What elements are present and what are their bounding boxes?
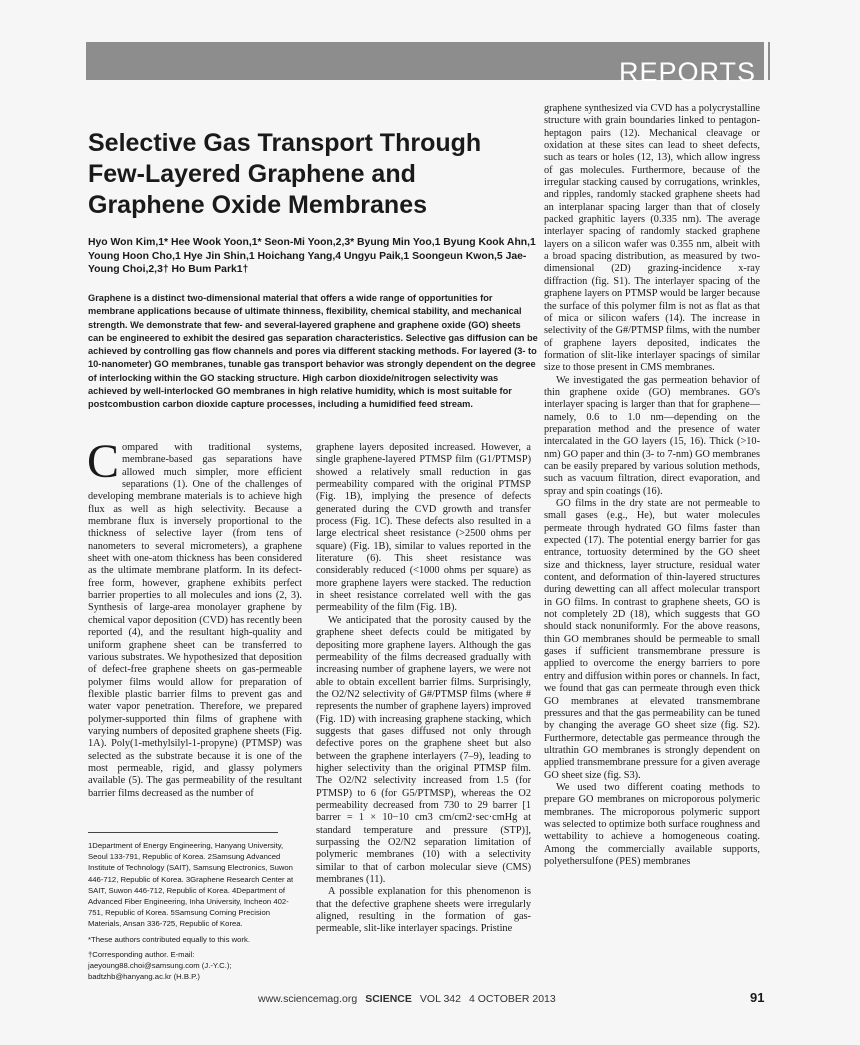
- body-paragraph: GO films in the dry state are not permeable to small gases (e.g., He), but water molecules permeate through hydrated GO films faster than expected (17). The potential energy barrier for gas entrance, tortuosity determined by the GO sheet size and thickness, layer structure, residual water content, and deformation of thin-layered structures during dewetting can all affect molecular transport in GO films. In contrast to graphene sheets, GO is not completely 2D (18), which suggests that GO should stack nonuniformly. For the above reasons, thin GO membranes should be permeable to small gases if sufficient transmembrane pressure is applied to overcome the energy barriers to pore entry and diffusion within pores or channels. In fact, we found that gas can permeate through even thick GO membranes at elevated transmembrane pressures and that the gas permeability can be tuned by changing the average GO sheet size (fig. S2). Furthermore, detectable gas permeance through the ultrathin GO membranes is strongly dependent on applied transmembrane pressure for a given average GO sheet size (fig. S3).: [544, 498, 760, 781]
- page-number: 91: [750, 990, 765, 1005]
- body-column-1: [87, 435, 302, 800]
- body-paragraph: We used two different coating methods to prepare GO membranes on microporous polymeric membranes. The microporous polymeric support was selected to optimize both surface roughness and wettability to achieve a homogeneous coating. Among the commercially available supports, polyethersulfone (PES) membranes: [544, 781, 760, 867]
- journal-url: www.sciencemag.org: [258, 993, 358, 1005]
- body-paragraph: We investigated the gas permeation behavior of thin graphene oxide (GO) membranes. GO's interlayer spacing is larger than that for graphene—namely, 0.6 to 1.0 nm—depending on the preparation method and the presence of water intercalated in the GO layers (15, 16). Thick (>10-nm) GO paper and thin (3- to 7-nm) GO membranes can be easily prepared by various solution methods, such as vacuum filtration, direct evaporation, and spray and spin coatings (16).: [544, 374, 760, 497]
- journal-name: SCIENCE: [365, 993, 412, 1005]
- section-banner: [86, 42, 764, 87]
- body-paragraph: A possible explanation for this phenomenon is that the defective graphene sheets were irregularly aligned, resulting in the formation of gas-permeable, slit-like interlayer spacings. Pristine: [316, 886, 531, 935]
- affiliations: 1Department of Energy Engineering, Hanyang University, Seoul 133-791, Republic of Korea. 2Samsung Advanced Institute of Technology (SAIT), Samsung Electronics, Suwon 446-712, Republic of Korea. 3Graphene Research Center at SAIT, Suwon 446-712, Republic of Korea. 4Department of Advanced Fiber Engineering, Inha University, Incheon 402-751, Republic of Korea. 5Samsung Corning Precision Materials, Ansan 336-725, Republic of Korea.: [88, 841, 294, 929]
- body-column-3: [544, 103, 760, 868]
- corresponding-author-note: †Corresponding author. E-mail: jaeyoung88.choi@samsung.com (J.-Y.C.); badtzhb@hanyang.ac.kr (H.B.P.): [88, 949, 232, 982]
- page-footer: [258, 993, 556, 1005]
- footnotes: [88, 840, 303, 982]
- equal-contribution-note: *These authors contributed equally to this work.: [88, 934, 250, 944]
- author-list: Hyo Won Kim,1* Hee Wook Yoon,1* Seon-Mi Yoon,2,3* Byung Min Yoo,1 Byung Kook Ahn,1 Young Hoon Cho,1 Hye Jin Shin,1 Hoichang Yang,4 Ungyu Paik,1 Soongeun Kwon,5 Jae-Young Choi,2,3† Ho Bum Park1†: [88, 237, 536, 275]
- article-title: Selective Gas Transport Through Few-Layered Graphene and Graphene Oxide Membranes: [88, 129, 482, 219]
- abstract: Graphene is a distinct two-dimensional material that offers a wide range of opportunities for membrane applications because of ultimate thinness, flexibility, chemical stability, and mechanical strength. We demonstrate that few- and several-layered graphene and graphene oxide (GO) sheets can be engineered to exhibit the desired gas separation characteristics. Selective gas diffusion can be achieved by controlling gas flow channels and pores via different stacking methods. For layered (3- to 10-nanometer) GO membranes, tunable gas transport behavior was strongly dependent on the degree of interlocking within the GO stacking structure. High carbon dioxide/nitrogen selectivity was achieved by well-interlocked GO membranes in high relative humidity, which is most suitable for postcombustion carbon dioxide capture processes, including a humidified feed stream.: [88, 293, 538, 410]
- body-paragraph: graphene synthesized via CVD has a polycrystalline structure with grain boundaries linked to pentagon-heptagon pairs (12). Mechanical cleavage or oxidation at these sites can lead to sheet defects, such as tears or holes (12, 13), which allow ingress of gas molecules. Furthermore, because of the irregular stacking caused by corrugations, wrinkles, and ripples, randomly stacked graphene sheets had an interplanar spacing larger than that of closely packed graphitic layers (0.335 nm). The average interlayer spacing of randomly stacked graphene layers on a silicon wafer was 0.355 nm, albeit with a broad spacing distribution, as measured by two-dimensional (2D) grazing-incidence x-ray diffraction (fig. S1). The interlayer spacing of the graphene layers on PTMSP would be larger because the surface of this polymer film is not as flat as that of mica or silicon wafers (14). The increase in selectivity of the G#/PTMSP films, with the number of graphene layers deposited, indicates the formation of slit-like interlayer spacings of similar size to those present in CMS membranes.: [544, 103, 760, 374]
- body-paragraph: ompared with traditional systems, membrane-based gas separations have allowed much simpler, more efficient separations (1). One of the challenges of developing membrane materials is to achieve high flux as well as high selectivity. Because a membrane flux is inversely proportional to the thickness of selective layer (from tens of nanometers to several micrometers), a graphene sheet with one-atom thickness has been considered as the ultimate membrane platform. In its defect-free form, however, graphene exhibits perfect barrier properties to all molecules and ions (2, 3). Synthesis of large-area monolayer graphene by chemical vapor deposition (CVD) has recently been reported (4), and the resultant high-quality and uniform graphene sheet can be transferred to various substrates. We hypothesized that deposition of defect-free graphene sheets on gas-permeable polymer films would allow for preparation of flexible plastic barrier films to prevent gas and water vapor penetration. Therefore, we prepared polymer-supported thin films of graphene with varying numbers of deposited graphene sheets (Fig. 1A). Poly(1-methylsilyl-1-propyne) (PTMSP) was selected as the substrate because it is one of the most permeable, rigid, and glassy polymers available (5). The gas permeability of the resultant barrier films decreased as the number of: [88, 442, 302, 799]
- section-label: REPORTS: [618, 57, 756, 87]
- body-column-2: [316, 442, 531, 936]
- body-paragraph: We anticipated that the porosity caused by the graphene sheet defects could be mitigated by depositing more graphene layers. Although the gas permeability of the films decreased gradually with increasing number of graphene layers, we were not able to obtain excellent barrier films. Surprisingly, the O2/N2 selectivity of G#/PTMSP films (where # represents the number of graphene layers) improved (Fig. 1D) with increasing graphene stacking, which suggests that gases diffused not only through defective pores on the graphene sheet but also between the graphene interlayers (7–9), leading to higher selectivity than the original PTMSP film. The O2/N2 selectivity increased from 1.5 (for PTMSP) to 6 (for G5/PTMSP), whereas the O2 permeability decreased from 730 to 29 barrer [1 barrer = 1 × 10−10 cm3 cm/cm2·sec·cmHg at standard temperature and pressure (STP)], surpassing the O2/N2 separation limitation of polymeric membranes (10) with a selectivity similar to that of carbon molecular sieve (CMS) membranes (11).: [316, 614, 532, 886]
- drop-cap: C: [87, 435, 120, 488]
- volume: VOL 342: [419, 993, 461, 1005]
- issue-date: 4 OCTOBER 2013: [468, 993, 556, 1005]
- body-paragraph: graphene layers deposited increased. However, a single graphene-layered PTMSP film (G1/PTMSP) showed a relatively small reduction in gas permeability compared with the original PTMSP (Fig. 1B), implying the presence of defects generated during the CVD growth and transfer process (Fig. 1C). These defects also resulted in a large electrical sheet resistance (>2500 ohms per square) (Fig. 1B), similar to values reported in the literature (6). This sheet resistance was considerably reduced (<1000 ohms per square) as more graphene layers were stacked. The reduction in sheet resistance correlated well with the gas permeability of the film (Fig. 1B).: [316, 442, 531, 614]
- footnote-divider: [88, 832, 278, 833]
- banner-rule: [768, 42, 770, 80]
